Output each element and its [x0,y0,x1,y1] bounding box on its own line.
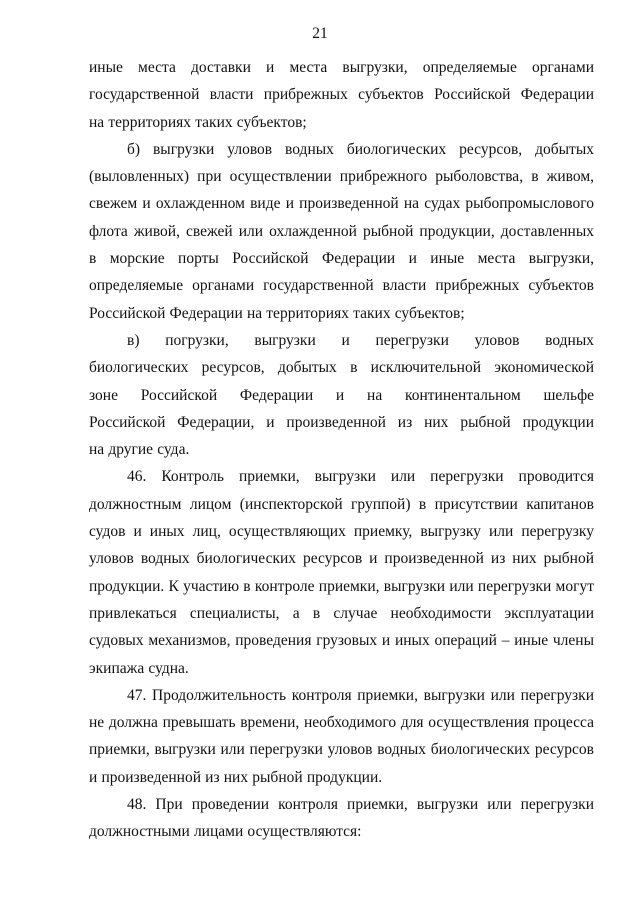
text-line: на другие суда. [89,441,190,459]
text-line: должностным лицом (инспекторской группой) в присутствии капитанов [89,495,594,513]
paragraph-48 [89,791,594,846]
text-line: продукции. К участию в контроле приемки, выгрузки или перегрузки могут [89,577,594,595]
text-line: определяемые органами государственной власти прибрежных субъектов [89,277,594,295]
paragraph-46 [89,463,594,681]
text-line: в) погрузки, выгрузки и перегрузки уловов водных [127,331,594,349]
text-line: судов и иных лиц, осуществляющих приемку, выгрузку или перегрузку [89,523,594,541]
text-line: привлекаться специалисты, а в случае необходимости эксплуатации [89,604,594,622]
text-line: биологических ресурсов, добытых в исключительной экономической [89,359,594,377]
text-line: не должна превышать времени, необходимого для осуществления процесса [89,714,594,732]
paragraph-47 [89,682,594,791]
text-line: (выловленных) при осуществлении прибрежного рыболовства, в живом, [89,168,594,186]
paragraph-item-b [89,136,594,327]
text-line: зоне Российской Федерации и на континентальном шельфе [89,386,594,404]
text-line: приемки, выгрузки или перегрузки уловов водных биологических ресурсов [89,741,594,759]
text-line: должностными лицами осуществляются: [89,823,362,841]
text-line: 47. Продолжительность контроля приемки, выгрузки или перегрузки [127,686,594,704]
text-line: Российской Федерации, и произведенной из них рыбной продукции [89,413,594,431]
text-line: 46. Контроль приемки, выгрузки или перегрузки проводится [127,468,594,486]
text-line: б) выгрузки уловов водных биологических ресурсов, добытых [127,140,594,158]
text-line: 48. При проведении контроля приемки, выгрузки или перегрузки [127,796,594,814]
text-line: государственной власти прибрежных субъектов Российской Федерации [89,86,594,104]
text-line: в морские порты Российской Федерации и иные места выгрузки, [89,250,594,268]
paragraph-item-v [89,327,594,463]
text-line: свежем и охлажденном виде и произведенной на судах рыбопромыслового [89,195,594,213]
document-body [89,54,594,846]
text-line: и произведенной из них рыбной продукции. [89,768,383,786]
text-line: на территориях таких субъектов; [89,113,307,131]
text-line: флота живой, свежей или охлажденной рыбной продукции, доставленных [89,222,594,240]
paragraph-continuation [89,54,594,136]
text-line: судовых механизмов, проведения грузовых и иных операций – иные члены [89,632,594,650]
text-line: иные места доставки и места выгрузки, определяемые органами [89,59,594,76]
text-line: уловов водных биологических ресурсов и произведенной из них рыбной [89,550,594,568]
text-line: Российской Федерации на территориях таких субъектов; [89,304,465,322]
page-number: 21 [312,25,328,42]
text-line: экипажа судна. [89,659,189,677]
